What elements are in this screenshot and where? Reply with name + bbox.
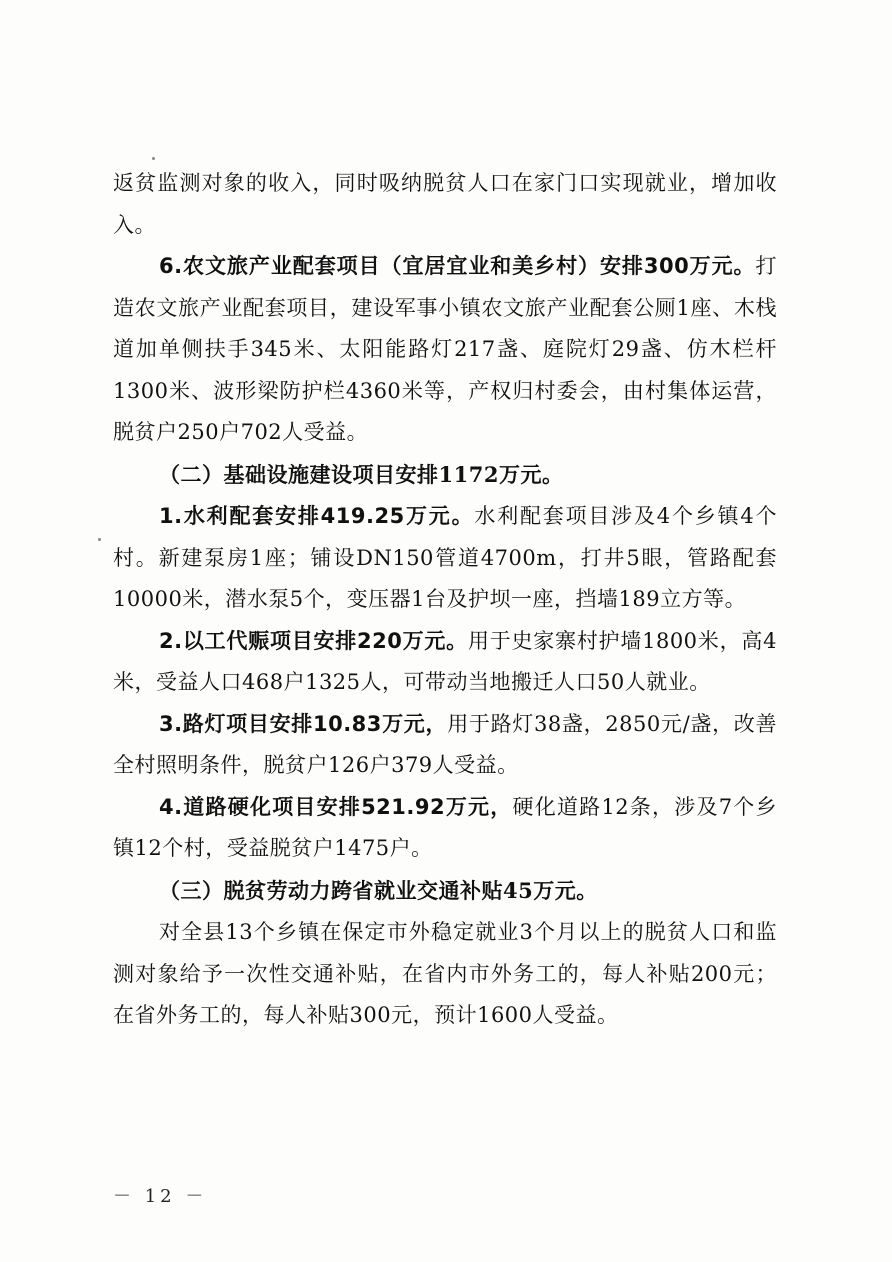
- section-heading-2: [113, 454, 777, 497]
- paragraph-lead: 2.以工代赈项目安排220万元。: [159, 628, 468, 653]
- paragraph-item-2: [113, 621, 777, 704]
- scan-speck: [98, 538, 101, 541]
- paragraph-text: 硬化道路12条，涉及7个乡镇12个村，受益脱贫户1475户。: [113, 794, 778, 860]
- paragraph-continuation: [113, 163, 777, 246]
- paragraph-item-1: [113, 496, 777, 621]
- section-heading-text: （三）脱贫劳动力跨省就业交通补贴45万元。: [159, 877, 598, 903]
- paragraph-item-4: [113, 787, 777, 870]
- document-body: [113, 163, 777, 1037]
- scan-speck: [152, 157, 155, 160]
- paragraph-lead: 3.路灯项目安排10.83万元，: [159, 711, 448, 736]
- paragraph-lead: 6.农文旅产业配套项目（宜居宜业和美乡村）安排300万元。: [159, 254, 756, 278]
- paragraph-subsidy: [113, 912, 777, 1037]
- paragraph-item-6: [113, 246, 777, 454]
- paragraph-text: 返贫监测对象的收入，同时吸纳脱贫人口在家门口实现就业，增加收入。: [113, 171, 777, 237]
- paragraph-lead: 4.道路硬化项目安排521.92万元，: [159, 794, 513, 819]
- paragraph-text: 打造农文旅产业配套项目，建设军事小镇农文旅产业配套公厕1座、木栈道加单侧扶手345米、太阳能路灯217盏、庭院灯29盏、仿木栏杆1300米、波形梁防护栏4360米等，产权归村委会，由村集体运营，脱贫户250户702人受益。: [113, 254, 777, 444]
- paragraph-item-3: [113, 704, 777, 787]
- paragraph-text: 水利配套项目涉及4个乡镇4个村。新建泵房1座；铺设DN150管道4700m，打井5眼，管路配套10000米，潜水泵5个，变压器1台及护坝一座，挡墙189立方等。: [113, 504, 777, 611]
- section-heading-text: （二）基础设施建设项目安排1172万元。: [159, 461, 564, 487]
- paragraph-lead: 1.水利配套安排419.25万元。: [159, 504, 475, 528]
- page-number: － 12 －: [113, 1186, 208, 1207]
- section-heading-3: [113, 870, 777, 913]
- paragraph-text: 用于史家寨村护墙1800米，高4米，受益人口468户1325人，可带动当地搬迁人口50人就业。: [113, 628, 777, 694]
- paragraph-text: 对全县13个乡镇在保定市外稳定就业3个月以上的脱贫人口和监测对象给予一次性交通补贴，在省内市外务工的，每人补贴200元；在省外务工的，每人补贴300元，预计1600人受益。: [113, 920, 777, 1027]
- paragraph-text: 用于路灯38盏，2850元/盏，改善全村照明条件，脱贫户126户379人受益。: [113, 711, 777, 777]
